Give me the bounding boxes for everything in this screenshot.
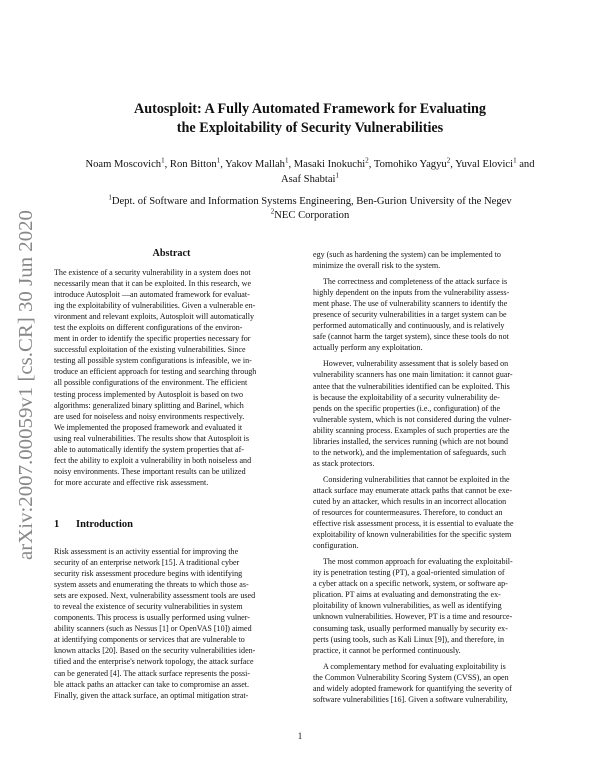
- text-line: consuming task, usually performed manually by security ex-: [313, 623, 508, 633]
- text-line: pends on the specific properties (i.e., configuration) of the: [313, 403, 501, 413]
- paper-title: [60, 100, 560, 138]
- text-line: A complementary method for evaluating exploitability is: [323, 661, 506, 671]
- text-line: system assets and enumerating the threats to which those as-: [54, 580, 249, 590]
- text-line: ploitability of known vulnerabilities, as well as identifying: [313, 601, 502, 611]
- text-line: ble attack paths an attacker can take to compromise an asset.: [54, 679, 250, 689]
- arxiv-stamp-text: arXiv:2007.00059v1 [cs.CR] 30 Jun 2020: [16, 232, 37, 560]
- text-line: algorithms: generalized binary splitting and Barinel, which: [54, 400, 244, 410]
- text-line: security of an enterprise network [15]. A traditional cyber: [54, 558, 240, 568]
- section-title: Introduction: [76, 519, 133, 530]
- text-line: are used for noiseless and noisy environments respectively.: [54, 411, 245, 421]
- text-line: plication. PT aims at evaluating and demonstrating the ex-: [313, 590, 501, 600]
- author-affiliation-mark: 1: [161, 156, 165, 165]
- text-line: testing process implemented by Autosploit is based on two: [54, 389, 244, 399]
- author-name: Asaf Shabtai: [281, 173, 336, 185]
- text-line: libraries installed, the services running (which are not bound: [313, 436, 509, 446]
- text-line: unknown vulnerabilities. However, PT is a time and resource-: [313, 612, 513, 622]
- text-line: successful exploitation of the existing vulnerabilities. Since: [54, 345, 246, 355]
- paragraph: [313, 556, 548, 655]
- author-affiliation-mark: 2: [365, 156, 369, 165]
- text-line: introduce Autosploit —an automated framework for evaluat-: [54, 290, 250, 300]
- text-line: to the network), and the implementation of safeguards, such: [313, 447, 507, 457]
- text-line: We implemented the proposed framework and evaluated it: [54, 422, 243, 432]
- author-list: [60, 158, 560, 187]
- author-affiliation-mark: 1: [513, 156, 517, 165]
- title-line: the Exploitability of Security Vulnerabilities: [176, 120, 444, 136]
- text-line: and widely adopted framework for quantifying the severity of: [313, 683, 512, 693]
- paragraph: [313, 276, 548, 353]
- text-line: actually perform any exploitation.: [313, 343, 423, 353]
- text-line: ment in order to identify the specific properties necessary for: [54, 334, 251, 344]
- paragraph: [313, 661, 548, 705]
- text-line: ment phase. The use of vulnerability scanners to identify the: [313, 299, 508, 309]
- text-line: fect the ability to exploit a vulnerability in both noiseless and: [54, 455, 252, 465]
- text-line: as stack protectors.: [313, 458, 375, 468]
- text-line: troduce an efficient approach for testing and searching through: [54, 367, 257, 377]
- affiliation-text: Dept. of Software and Information Systems Engineering, Ben-Gurion University of the Negev: [111, 196, 512, 207]
- introduction-body: [54, 546, 289, 701]
- text-line: vironment and relevant exploits, Autosploit will automatically: [54, 312, 255, 322]
- text-line: testing all possible system configurations is infeasible, we in-: [54, 356, 252, 366]
- text-line: ity is penetration testing (PT), a goal-oriented simulation of: [313, 568, 505, 578]
- author-affiliation-mark: 2: [446, 156, 451, 165]
- author-affiliation-mark: 1: [216, 156, 221, 165]
- text-line: able to automatically identify the system properties that af-: [54, 444, 244, 454]
- text-line: Finally, given the attack surface, an optimal mitigation strat-: [54, 690, 249, 700]
- section-heading: [54, 519, 133, 530]
- text-line: presence of security vulnerabilities in a target system can be: [313, 310, 507, 320]
- author-name: , Masaki Inokuchi: [288, 159, 366, 170]
- text-line: test the exploits on different configurations of the environ-: [54, 323, 243, 333]
- affiliation-text: NEC Corporation: [274, 209, 350, 221]
- text-line: ing the exploitability of vulnerabilities. Given a vulnerable en-: [54, 301, 256, 311]
- text-line: cuted by an attacker, which results in an incorrect allocation: [313, 496, 507, 506]
- page-number: 1: [297, 731, 303, 741]
- text-line: a cyber attack on a specific network, system, or software ap-: [313, 579, 508, 589]
- text-line: practice, it cannot be performed continuously.: [313, 645, 461, 655]
- text-line: The correctness and completeness of the attack surface is: [323, 277, 508, 287]
- text-line: for more accurate and effective risk assessment.: [54, 477, 209, 487]
- arxiv-stamp: [8, 205, 40, 565]
- author-affiliation-mark: 1: [284, 156, 289, 165]
- author-name: , Yakov Mallah: [220, 159, 285, 170]
- affiliation-mark: 1: [108, 193, 112, 202]
- text-line: minimize the overall risk to the system.: [313, 261, 441, 271]
- text-line: can be generated [4]. The attack surface represents the possi-: [54, 668, 251, 678]
- text-line: exploitability of known vulnerabilities for the specific system: [313, 530, 512, 540]
- author-name: , Tomohiko Yagyu: [368, 159, 447, 170]
- author-affiliation-mark: 1: [335, 170, 339, 179]
- text-line: of resources for countermeasures. Therefore, to conduct an: [313, 508, 503, 518]
- text-line: noisy environments. These important results can be utilized: [54, 466, 246, 476]
- affiliation: [60, 206, 560, 223]
- abstract-heading: Abstract: [152, 248, 191, 259]
- text-line: effective risk assessment process, it is essential to evaluate the: [313, 519, 514, 529]
- text-line: is because the exploitability of a security vulnerability de-: [313, 392, 500, 402]
- paragraph: [313, 358, 548, 468]
- text-line: highly dependent on the inputs from the vulnerability assess-: [313, 288, 510, 298]
- text-line: known attacks [20]. Based on the security vulnerabilities iden-: [54, 646, 256, 656]
- paragraph: [313, 474, 548, 551]
- author-line: [60, 170, 560, 188]
- text-line: The most common approach for evaluating the exploitabil-: [323, 557, 513, 567]
- right-column-body: [313, 249, 548, 705]
- paragraph: [313, 249, 548, 271]
- text-line: configuration.: [313, 541, 359, 551]
- text-line: ability scanners (such as Nessus [1] or OpenVAS [10]) aimed: [54, 624, 252, 634]
- author-line: [60, 158, 560, 173]
- title-line: Autosploit: A Fully Automated Framework for Evaluating: [133, 101, 487, 117]
- text-line: to reveal the existence of security vulnerabilities in system: [54, 602, 243, 612]
- text-line: using real vulnerabilities. The results show that Autosploit is: [54, 433, 249, 443]
- affiliation-mark: 2: [270, 206, 275, 215]
- text-line: Risk assessment is an activity essential for improving the: [54, 547, 239, 556]
- text-line: safe (cannot harm the target system), since these tools do not: [313, 332, 509, 342]
- text-line: antee that the vulnerabilities identified can be exploited. This: [313, 381, 510, 391]
- text-line: perts (using tools, such as Kali Linux [9]), and therefore, in: [313, 634, 505, 644]
- text-line: sets are exposed. Next, vulnerability assessment tools are used: [54, 591, 256, 601]
- text-line: all possible configurations of the environment. The efficient: [54, 378, 248, 388]
- text-line: ability scanning process. Examples of such properties are the: [313, 425, 510, 435]
- abstract-body: [54, 267, 289, 488]
- section-number: 1: [54, 519, 60, 530]
- author-name: and: [516, 159, 535, 170]
- text-line: software vulnerabilities [16]. Given a software vulnerability,: [313, 694, 508, 704]
- text-line: necessarily mean that it can be exploited. In this research, we: [54, 279, 252, 289]
- text-line: egy (such as hardening the system) can be implemented to: [313, 250, 501, 259]
- text-line: The existence of a security vulnerability in a system does not: [54, 268, 251, 277]
- text-line: at identifying components or services that are vulnerable to: [54, 635, 245, 645]
- author-name: , Ron Bitton: [164, 159, 217, 170]
- text-line: vulnerability scanners has one main limitation: it cannot guar-: [313, 370, 513, 380]
- text-line: components. This process is usually performed using vulner-: [54, 613, 250, 623]
- affiliations: [60, 195, 560, 222]
- text-line: the Common Vulnerability Scoring System (CVSS), an open: [313, 672, 509, 682]
- text-line: attack surface may enumerate attack paths that cannot be exe-: [313, 485, 513, 495]
- text-line: tified and the enterprise's network topology, the attack surface: [54, 657, 254, 667]
- text-line: However, vulnerability assessment that is solely based on: [323, 359, 509, 369]
- text-line: performed automatically and continuously, and is relatively: [313, 321, 505, 331]
- text-line: vulnerable system, which is not considered during the vulner-: [313, 414, 512, 424]
- affiliation: [60, 195, 560, 209]
- text-line: security risk assessment procedure begins with identifying: [54, 569, 243, 579]
- author-name: Noam Moscovich: [85, 159, 162, 170]
- text-line: Considering vulnerabilities that cannot be exploited in the: [323, 474, 510, 484]
- author-name: , Yuval Elovici: [450, 159, 514, 170]
